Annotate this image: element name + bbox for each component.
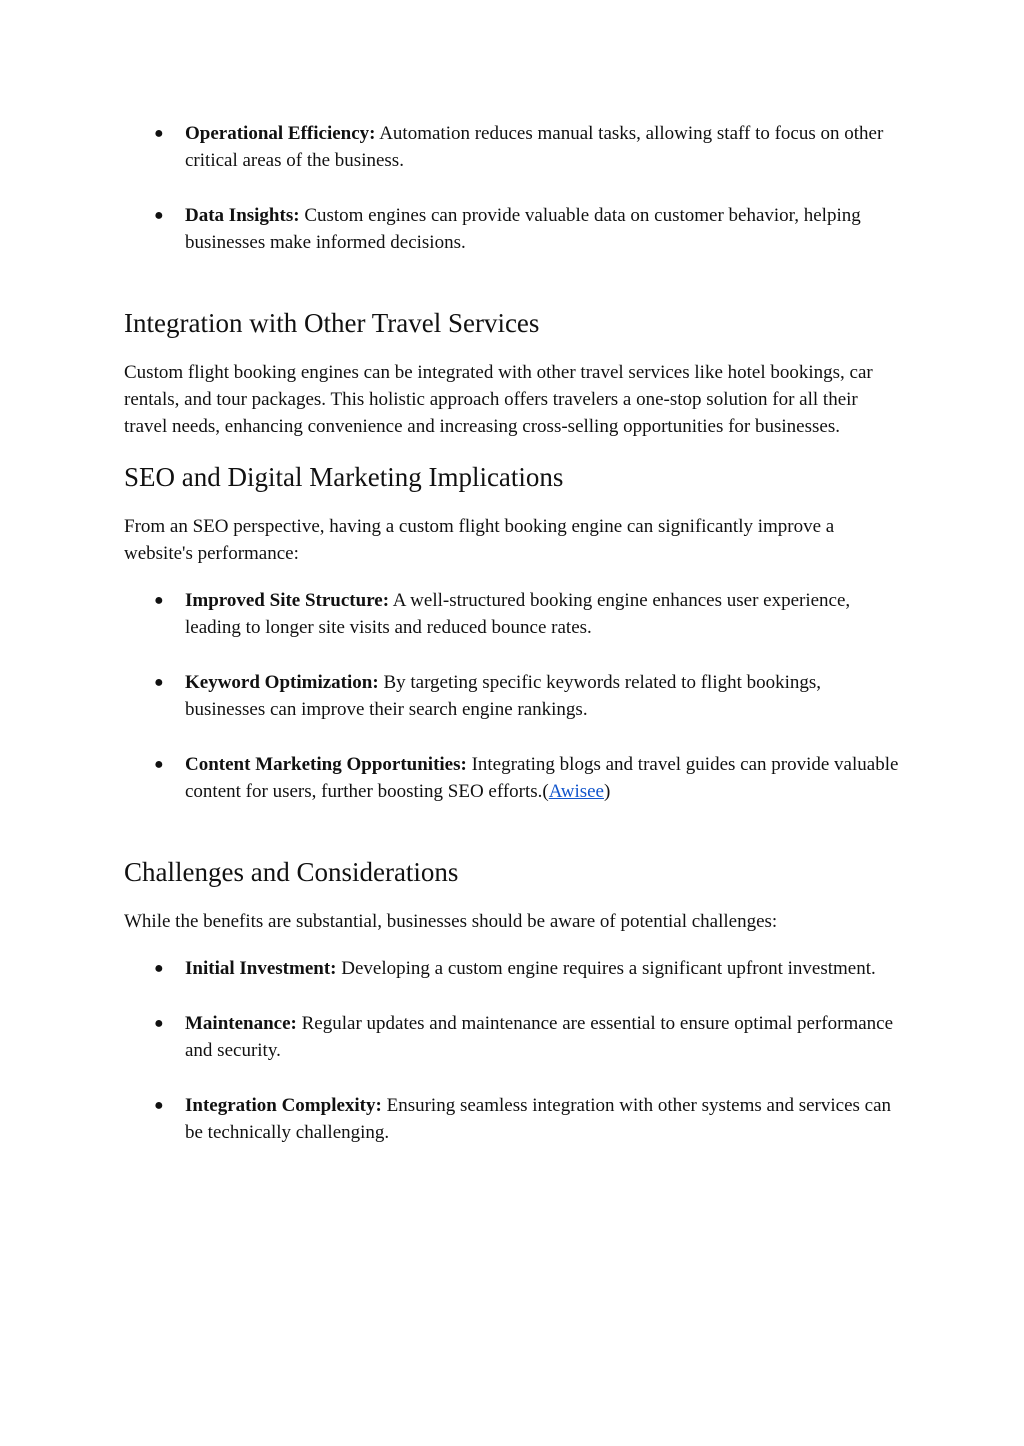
list-item [124, 202, 904, 256]
bullet-icon: ● [154, 1097, 164, 1114]
section-heading-seo: SEO and Digital Marketing Implications [124, 462, 564, 492]
list-item-term: Maintenance: [185, 1013, 297, 1034]
list-item-term: Initial Investment: [185, 958, 337, 979]
benefits-list [124, 120, 904, 256]
document-content [124, 120, 904, 1146]
bullet-icon: ● [154, 1015, 164, 1032]
list-item-term: Integration Complexity: [185, 1095, 382, 1116]
list-item-text: Custom engines can provide valuable data on customer behavior, helping businesses make informed decisions. [185, 205, 861, 253]
list-item-text: Ensuring seamless integration with other systems and services can be technically challenging. [185, 1095, 892, 1143]
list-item [124, 1092, 904, 1146]
list-item-text-after: ) [604, 781, 611, 802]
bullet-icon: ● [154, 674, 164, 691]
list-item-text: Integrating blogs and travel guides can provide valuable content for users, further boosting SEO efforts.( [185, 754, 899, 802]
list-item-term: Operational Efficiency: [185, 123, 376, 144]
list-item-text: A well-structured booking engine enhances user experience, leading to longer site visits and reduced bounce rates. [185, 590, 851, 638]
seo-paragraph: From an SEO perspective, having a custom flight booking engine can significantly improve a website's performance: [124, 516, 835, 564]
list-item-text: Automation reduces manual tasks, allowing staff to focus on other critical areas of the business. [185, 123, 884, 171]
list-item [124, 955, 904, 982]
bullet-icon: ● [154, 960, 164, 977]
challenges-paragraph: While the benefits are substantial, businesses should be aware of potential challenges: [124, 911, 778, 932]
list-item-text: By targeting specific keywords related to flight bookings, businesses can improve their search engine rankings. [185, 672, 822, 720]
list-item-term: Data Insights: [185, 205, 300, 226]
bullet-icon: ● [154, 125, 164, 142]
challenges-list [124, 955, 904, 1146]
list-item [124, 120, 904, 174]
bullet-icon: ● [154, 207, 164, 224]
list-item [124, 751, 904, 805]
awisee-link[interactable]: Awisee [548, 781, 604, 802]
list-item-term: Improved Site Structure: [185, 590, 390, 611]
seo-list [124, 587, 904, 805]
bullet-icon: ● [154, 756, 164, 773]
list-item [124, 669, 904, 723]
list-item-text: Developing a custom engine requires a significant upfront investment. [336, 958, 876, 979]
list-item [124, 1010, 904, 1064]
list-item [124, 587, 904, 641]
integration-paragraph: Custom flight booking engines can be integrated with other travel services like hotel bookings, car rentals, and tour packages. This holistic approach offers travelers a one-stop solution for all their travel needs, enhancing convenience and increasing cross-selling opportunities for businesses. [124, 362, 873, 437]
list-item-text: Regular updates and maintenance are essential to ensure optimal performance and security. [185, 1013, 894, 1061]
section-heading-integration: Integration with Other Travel Services [124, 308, 540, 338]
bullet-icon: ● [154, 592, 164, 609]
list-item-term: Keyword Optimization: [185, 672, 379, 693]
section-heading-challenges: Challenges and Considerations [124, 857, 459, 887]
list-item-term: Content Marketing Opportunities: [185, 754, 467, 775]
